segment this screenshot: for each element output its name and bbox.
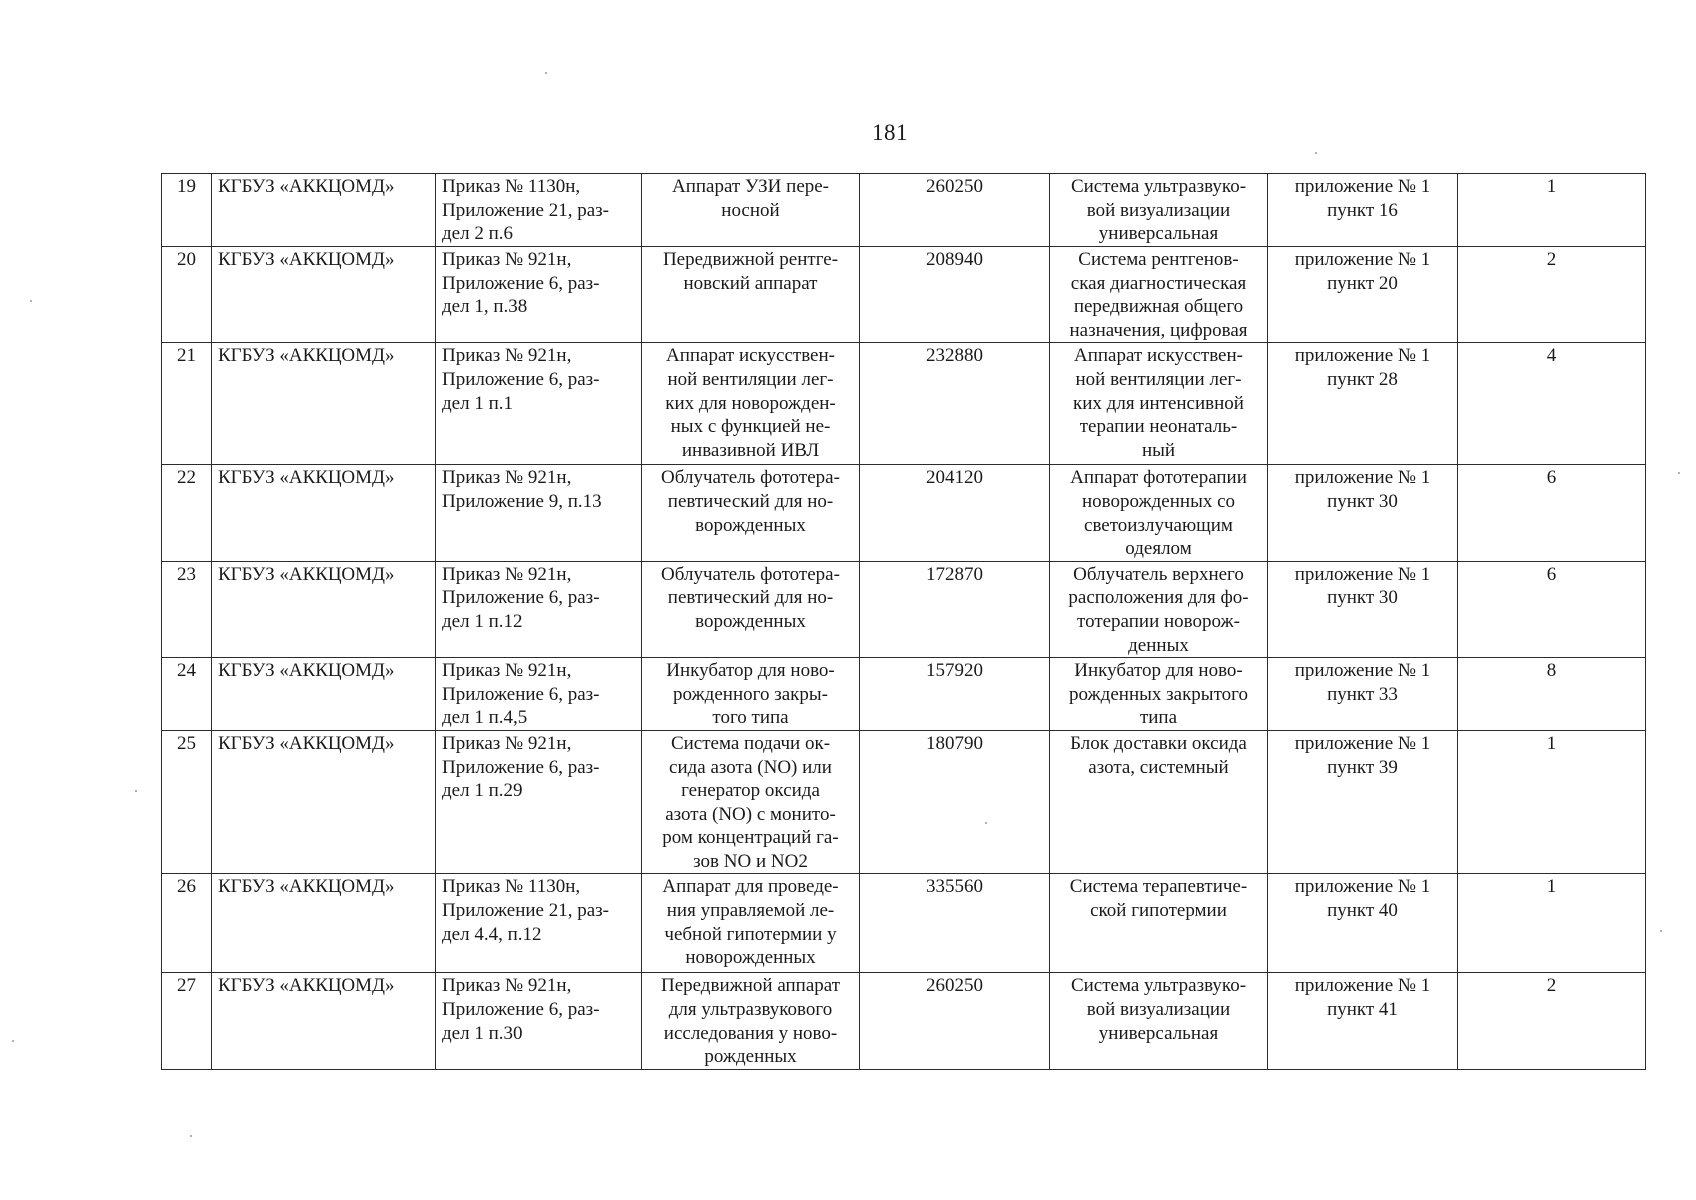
order-line: Приложение 21, раз- xyxy=(442,900,609,922)
scan-speck xyxy=(135,790,137,792)
organization: КГБУЗ «АККЦОМД» xyxy=(212,730,436,874)
quantity: 2 xyxy=(1458,247,1646,343)
name-line: сида азота (NO) или xyxy=(669,756,832,778)
equipment-name xyxy=(642,973,860,1069)
type-line: Блок доставки оксида xyxy=(1070,732,1247,754)
type-line: азота, системный xyxy=(1088,756,1229,778)
name-line: зов NO и NO2 xyxy=(693,850,808,872)
table-row xyxy=(162,343,1646,465)
name-line: певтический для но- xyxy=(667,587,834,609)
equipment-type xyxy=(1050,658,1268,731)
order-line: Приказ № 921н, xyxy=(442,660,572,682)
order-line: дел 1 п.1 xyxy=(442,392,513,414)
name-line: ворожденных xyxy=(695,514,806,536)
scan-speck xyxy=(985,822,987,824)
appendix-reference xyxy=(1268,561,1458,657)
scan-speck xyxy=(545,72,547,74)
order-line: дел 1 п.29 xyxy=(442,780,523,802)
equipment-type xyxy=(1050,343,1268,465)
equipment-type xyxy=(1050,247,1268,343)
name-line: ром концентраций га- xyxy=(662,827,839,849)
order-line: дел 1 п.30 xyxy=(442,1022,523,1044)
appendix-reference xyxy=(1268,658,1458,731)
order-line: дел 4.4, п.12 xyxy=(442,923,542,945)
order-line: Приказ № 921н, xyxy=(442,563,572,585)
appendix-line: приложение № 1 xyxy=(1294,660,1431,682)
order-line: Приказ № 921н, xyxy=(442,975,572,997)
equipment-code: 232880 xyxy=(860,343,1050,465)
name-line: ной вентиляции лег- xyxy=(667,368,834,390)
scan-speck xyxy=(190,1135,192,1137)
type-line: назначения, цифровая xyxy=(1069,319,1248,341)
equipment-code: 172870 xyxy=(860,561,1050,657)
table-row xyxy=(162,174,1646,247)
type-line: Аппарат искусствен- xyxy=(1073,345,1243,367)
equipment-code: 260250 xyxy=(860,973,1050,1069)
order-line: Приложение 6, раз- xyxy=(442,272,600,294)
quantity: 1 xyxy=(1458,174,1646,247)
equipment-name xyxy=(642,730,860,874)
type-line: Инкубатор для ново- xyxy=(1074,660,1243,682)
type-line: передвижная общего xyxy=(1073,296,1244,318)
organization: КГБУЗ «АККЦОМД» xyxy=(212,658,436,731)
table-row xyxy=(162,874,1646,973)
name-line: ния управляемой ле- xyxy=(666,900,835,922)
equipment-type xyxy=(1050,561,1268,657)
row-number: 23 xyxy=(162,561,212,657)
appendix-line: приложение № 1 xyxy=(1294,975,1431,997)
order-line: Приказ № 1130н, xyxy=(442,176,581,197)
order-line: Приказ № 921н, xyxy=(442,467,572,489)
name-line: рожденного закры- xyxy=(673,683,828,705)
appendix-reference xyxy=(1268,973,1458,1069)
page-number: 181 xyxy=(872,120,908,145)
appendix-line: приложение № 1 xyxy=(1294,249,1431,270)
appendix-line: пункт 40 xyxy=(1327,900,1398,922)
name-line: рожденных xyxy=(704,1046,797,1068)
row-number: 25 xyxy=(162,730,212,874)
row-number: 22 xyxy=(162,465,212,561)
appendix-reference xyxy=(1268,730,1458,874)
order-reference xyxy=(436,561,642,657)
appendix-line: пункт 16 xyxy=(1327,199,1398,221)
appendix-reference xyxy=(1268,465,1458,561)
equipment-name xyxy=(642,874,860,973)
equipment-code: 180790 xyxy=(860,730,1050,874)
row-number: 19 xyxy=(162,174,212,247)
name-line: Аппарат УЗИ пере- xyxy=(671,176,830,197)
name-line: инвазивной ИВЛ xyxy=(681,439,820,461)
name-line: Инкубатор для ново- xyxy=(666,660,835,682)
quantity: 2 xyxy=(1458,973,1646,1069)
equipment-name xyxy=(642,247,860,343)
name-line: ных с функцией не- xyxy=(670,416,831,438)
order-line: Приказ № 1130н, xyxy=(442,876,581,898)
appendix-line: приложение № 1 xyxy=(1294,732,1431,754)
order-line: Приложение 6, раз- xyxy=(442,368,600,390)
quantity: 6 xyxy=(1458,561,1646,657)
name-line: ких для новорожден- xyxy=(665,392,836,414)
quantity: 8 xyxy=(1458,658,1646,731)
row-number: 27 xyxy=(162,973,212,1069)
type-line: Система терапевтиче- xyxy=(1069,876,1248,898)
name-line: исследования у ново- xyxy=(663,1022,838,1044)
table-row xyxy=(162,247,1646,343)
order-reference xyxy=(436,247,642,343)
type-line: ской гипотермии xyxy=(1090,900,1227,922)
organization: КГБУЗ «АККЦОМД» xyxy=(212,973,436,1069)
name-line: носной xyxy=(721,199,780,221)
order-line: Приложение 6, раз- xyxy=(442,683,600,705)
order-line: дел 2 п.6 xyxy=(442,223,513,245)
quantity: 6 xyxy=(1458,465,1646,561)
appendix-line: пункт 28 xyxy=(1327,368,1398,390)
name-line: новский аппарат xyxy=(683,272,818,294)
equipment-type xyxy=(1050,174,1268,247)
table-row xyxy=(162,561,1646,657)
equipment-name xyxy=(642,658,860,731)
order-line: дел 1 п.4,5 xyxy=(442,707,528,729)
type-line: ной вентиляции лег- xyxy=(1075,368,1242,390)
type-line: универсальная xyxy=(1098,1022,1219,1044)
appendix-line: пункт 20 xyxy=(1327,272,1398,294)
table-row xyxy=(162,658,1646,731)
order-line: Приложение 6, раз- xyxy=(442,756,600,778)
order-line: Приказ № 921н, xyxy=(442,732,572,754)
organization: КГБУЗ «АККЦОМД» xyxy=(212,465,436,561)
name-line: Аппарат искусствен- xyxy=(665,345,835,367)
name-line: того типа xyxy=(712,707,789,729)
equipment-code: 157920 xyxy=(860,658,1050,731)
type-line: рожденных закрытого xyxy=(1069,683,1248,705)
order-line: Приложение 21, раз- xyxy=(442,199,609,221)
appendix-line: пункт 33 xyxy=(1327,683,1398,705)
row-number: 26 xyxy=(162,874,212,973)
type-line: тотерапии новорож- xyxy=(1077,610,1240,632)
type-line: Облучатель верхнего xyxy=(1073,563,1244,585)
name-line: Облучатель фототера- xyxy=(661,563,840,585)
order-line: Приказ № 921н, xyxy=(442,249,572,270)
type-line: типа xyxy=(1139,707,1178,729)
name-line: ворожденных xyxy=(695,610,806,632)
row-number: 21 xyxy=(162,343,212,465)
order-reference xyxy=(436,874,642,973)
order-reference xyxy=(436,973,642,1069)
order-reference xyxy=(436,465,642,561)
name-line: Передвижной рентге- xyxy=(662,249,839,270)
type-line: вой визуализации xyxy=(1086,999,1231,1021)
organization: КГБУЗ «АККЦОМД» xyxy=(212,174,436,247)
scan-speck xyxy=(1315,152,1317,154)
appendix-reference xyxy=(1268,247,1458,343)
type-line: расположения для фо- xyxy=(1068,587,1249,609)
appendix-line: приложение № 1 xyxy=(1294,345,1431,367)
name-line: певтический для но- xyxy=(667,490,834,512)
name-line: Система подачи ок- xyxy=(670,732,831,754)
order-reference xyxy=(436,730,642,874)
table-row xyxy=(162,465,1646,561)
name-line: новорожденных xyxy=(685,947,816,969)
appendix-line: пункт 39 xyxy=(1327,756,1398,778)
scan-speck xyxy=(12,1040,14,1042)
equipment-name xyxy=(642,561,860,657)
type-line: одеялом xyxy=(1125,538,1192,560)
order-reference xyxy=(436,343,642,465)
table-row xyxy=(162,730,1646,874)
name-line: Передвижной аппарат xyxy=(660,975,841,997)
equipment-table-body xyxy=(162,174,1646,1070)
equipment-code: 204120 xyxy=(860,465,1050,561)
quantity: 1 xyxy=(1458,874,1646,973)
equipment-type xyxy=(1050,730,1268,874)
order-reference xyxy=(436,174,642,247)
scan-speck xyxy=(1660,930,1662,932)
name-line: Аппарат для проведе- xyxy=(662,876,839,898)
order-line: дел 1 п.12 xyxy=(442,610,523,632)
organization: КГБУЗ «АККЦОМД» xyxy=(212,343,436,465)
order-line: Приложение 6, раз- xyxy=(442,999,600,1021)
appendix-line: пункт 41 xyxy=(1327,999,1398,1021)
equipment-name xyxy=(642,174,860,247)
quantity: 4 xyxy=(1458,343,1646,465)
appendix-line: приложение № 1 xyxy=(1294,467,1431,489)
equipment-code: 208940 xyxy=(860,247,1050,343)
scan-speck xyxy=(1678,472,1680,474)
organization: КГБУЗ «АККЦОМД» xyxy=(212,561,436,657)
type-line: светоизлучающим xyxy=(1084,514,1233,536)
equipment-type xyxy=(1050,973,1268,1069)
order-line: Приказ № 921н, xyxy=(442,345,572,367)
name-line: генератор оксида xyxy=(681,780,820,802)
equipment-table xyxy=(161,173,1646,1070)
type-line: новорожденных со xyxy=(1081,490,1236,512)
type-line: Система рентгенов- xyxy=(1078,249,1239,270)
name-line: чебной гипотермии у xyxy=(664,923,837,945)
scan-speck xyxy=(30,300,32,302)
equipment-code: 335560 xyxy=(860,874,1050,973)
name-line: Облучатель фототера- xyxy=(661,467,840,489)
row-number: 24 xyxy=(162,658,212,731)
type-line: денных xyxy=(1128,634,1189,656)
appendix-line: пункт 30 xyxy=(1327,587,1398,609)
equipment-type xyxy=(1050,874,1268,973)
name-line: азота (NO) с монито- xyxy=(665,803,836,825)
appendix-line: приложение № 1 xyxy=(1294,563,1431,585)
type-line: универсальная xyxy=(1098,223,1219,245)
organization: КГБУЗ «АККЦОМД» xyxy=(212,247,436,343)
appendix-line: приложение № 1 xyxy=(1294,876,1431,898)
order-line: дел 1, п.38 xyxy=(442,296,528,318)
table-row xyxy=(162,973,1646,1069)
name-line: для ультразвукового xyxy=(668,999,833,1021)
appendix-line: пункт 30 xyxy=(1327,490,1398,512)
equipment-name xyxy=(642,465,860,561)
type-line: терапии неонаталь- xyxy=(1079,416,1238,438)
order-line: Приложение 6, раз- xyxy=(442,587,600,609)
equipment-type xyxy=(1050,465,1268,561)
order-reference xyxy=(436,658,642,731)
type-line: Система ультразвуко- xyxy=(1070,176,1247,197)
type-line: Аппарат фототерапии xyxy=(1070,467,1247,489)
equipment-code: 260250 xyxy=(860,174,1050,247)
equipment-name xyxy=(642,343,860,465)
appendix-line: приложение № 1 xyxy=(1294,176,1431,197)
type-line: вой визуализации xyxy=(1086,199,1231,221)
type-line: ких для интенсивной xyxy=(1073,392,1244,414)
appendix-reference xyxy=(1268,874,1458,973)
type-line: ный xyxy=(1141,439,1176,461)
row-number: 20 xyxy=(162,247,212,343)
type-line: Система ультразвуко- xyxy=(1070,975,1247,997)
type-line: ская диагностическая xyxy=(1070,272,1247,294)
organization: КГБУЗ «АККЦОМД» xyxy=(212,874,436,973)
appendix-reference xyxy=(1268,174,1458,247)
appendix-reference xyxy=(1268,343,1458,465)
order-line: Приложение 9, п.13 xyxy=(442,490,602,512)
quantity: 1 xyxy=(1458,730,1646,874)
